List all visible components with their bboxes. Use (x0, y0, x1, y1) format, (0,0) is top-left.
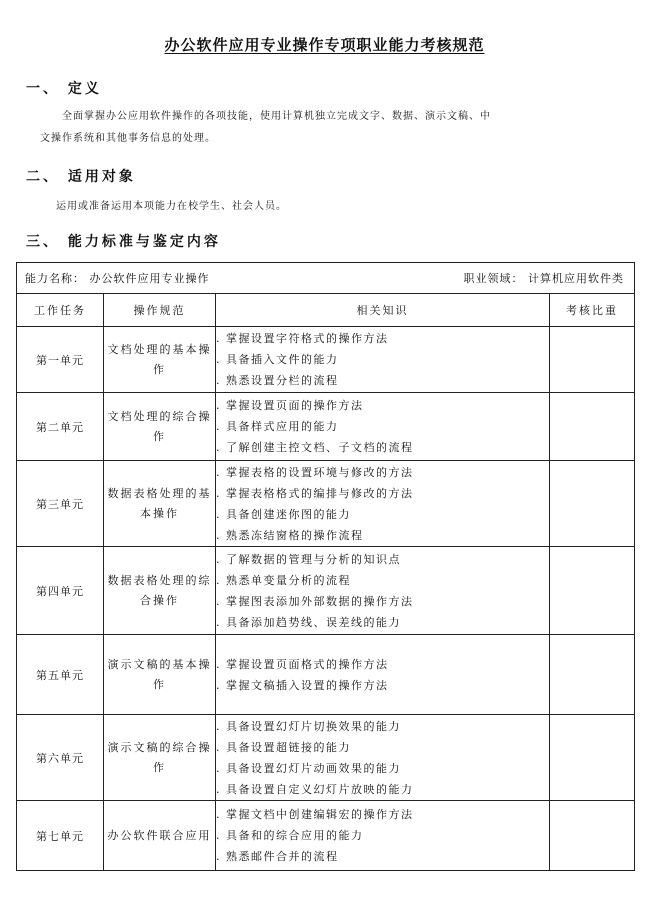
document-title: 办公软件应用专业操作专项职业能力考核规范 (164, 36, 485, 54)
knowledge-cell (216, 461, 550, 547)
weight-cell (550, 393, 635, 461)
knowledge-item: . 熟悉单变量分析的流程 (216, 570, 549, 591)
section-1-body-line1: 全面掌握办公应用软件操作的各项技能，使用计算机独立完成文字、数据、演示文稿、中 (62, 111, 491, 122)
table-header-row (17, 294, 635, 327)
weight-cell (550, 327, 635, 393)
spec-cell: 办公软件联合应用 (104, 801, 216, 871)
spec-cell: 演示文稿的综合操作 (104, 715, 216, 801)
spec-cell: 演示文稿的基本操作 (104, 635, 216, 715)
knowledge-item: . 掌握文档中创建编辑宏的操作方法 (216, 804, 549, 825)
weight-cell (550, 635, 635, 715)
section-2-body: 运用或准备运用本项能力在校学生、社会人员。 (56, 201, 287, 212)
knowledge-item: . 熟悉冻结窗格的操作流程 (216, 525, 549, 546)
knowledge-item: . 掌握设置页面的操作方法 (216, 395, 549, 416)
knowledge-cell (216, 547, 550, 635)
header-spec: 操作规范 (104, 294, 216, 327)
ability-name: 能力名称： 办公软件应用专业操作 (25, 272, 210, 285)
table-row (17, 327, 635, 393)
knowledge-item: . 具备创建迷你图的能力 (216, 504, 549, 525)
knowledge-cell (216, 715, 550, 801)
spec-cell: 文档处理的基本操作 (104, 327, 216, 393)
section-2-heading: 二、 适用对象 (26, 169, 136, 185)
task-cell: 第三单元 (17, 461, 104, 547)
table-row (17, 801, 635, 871)
knowledge-item: . 具备和的综合应用的能力 (216, 825, 549, 846)
header-knowledge: 相关知识 (216, 294, 550, 327)
table-row (17, 461, 635, 547)
knowledge-item: . 熟悉邮件合并的流程 (216, 846, 549, 867)
ability-standard-table (16, 262, 635, 871)
task-cell: 第一单元 (17, 327, 104, 393)
weight-cell (550, 461, 635, 547)
knowledge-item: . 掌握图表添加外部数据的操作方法 (216, 591, 549, 612)
task-cell: 第六单元 (17, 715, 104, 801)
table-caption-row (17, 263, 635, 294)
section-1-body-line2: 文操作系统和其他事务信息的处理。 (40, 133, 216, 144)
table-row (17, 635, 635, 715)
knowledge-cell (216, 801, 550, 871)
knowledge-item: . 具备插入文件的能力 (216, 349, 549, 370)
task-cell: 第七单元 (17, 801, 104, 871)
header-weight: 考核比重 (550, 294, 635, 327)
table-body (17, 327, 635, 871)
section-1-heading: 一、 定义 (26, 81, 102, 97)
knowledge-cell (216, 327, 550, 393)
knowledge-item: . 具备设置超链接的能力 (216, 737, 549, 758)
knowledge-item: . 具备设置自定义幻灯片放映的能力 (216, 779, 549, 800)
header-task: 工作任务 (17, 294, 104, 327)
knowledge-cell (216, 393, 550, 461)
spec-cell: 文档处理的综合操作 (104, 393, 216, 461)
task-cell: 第二单元 (17, 393, 104, 461)
knowledge-item: . 具备设置幻灯片动画效果的能力 (216, 758, 549, 779)
knowledge-item: . 具备设置幻灯片切换效果的能力 (216, 716, 549, 737)
occupation-field: 职业领域： 计算机应用软件类 (463, 272, 624, 285)
spec-cell: 数据表格处理的综合操作 (104, 547, 216, 635)
table-row (17, 547, 635, 635)
task-cell: 第四单元 (17, 547, 104, 635)
knowledge-item: . 掌握表格的设置环境与修改的方法 (216, 462, 549, 483)
knowledge-item: . 了解创建主控文档、子文档的流程 (216, 437, 549, 458)
knowledge-cell (216, 635, 550, 715)
knowledge-item: . 具备添加趋势线、误差线的能力 (216, 612, 549, 633)
knowledge-item: . 掌握设置页面格式的操作方法 (216, 654, 549, 675)
table-row (17, 715, 635, 801)
weight-cell (550, 547, 635, 635)
table-row (17, 393, 635, 461)
section-3-heading: 三、 能力标准与鉴定内容 (26, 234, 221, 250)
weight-cell (550, 801, 635, 871)
knowledge-item: . 熟悉设置分栏的流程 (216, 370, 549, 391)
knowledge-item: . 掌握设置字符格式的操作方法 (216, 328, 549, 349)
knowledge-item: . 掌握文稿插入设置的操作方法 (216, 675, 549, 696)
knowledge-item: . 具备样式应用的能力 (216, 416, 549, 437)
knowledge-item: . 掌握表格格式的编排与修改的方法 (216, 483, 549, 504)
knowledge-item: . 了解数据的管理与分析的知识点 (216, 549, 549, 570)
spec-cell: 数据表格处理的基本操作 (104, 461, 216, 547)
weight-cell (550, 715, 635, 801)
task-cell: 第五单元 (17, 635, 104, 715)
